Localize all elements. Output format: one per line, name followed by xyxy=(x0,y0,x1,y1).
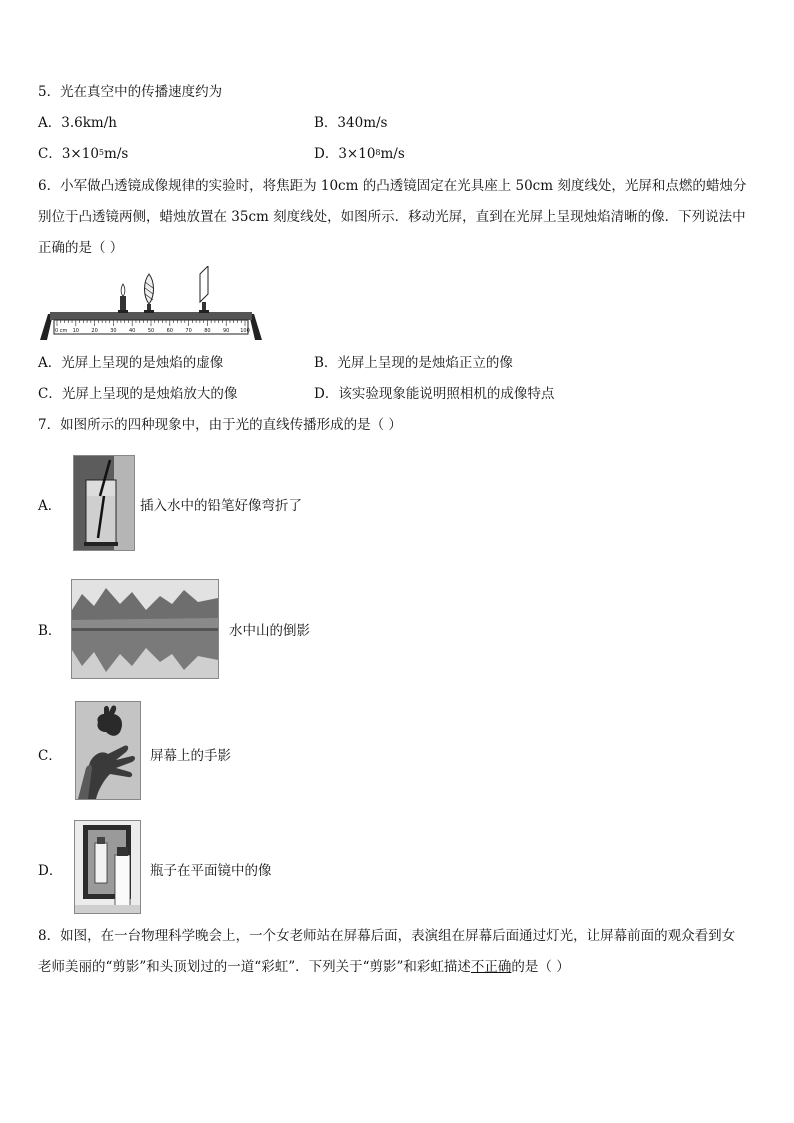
q5-option-b[interactable]: B．340m/s xyxy=(314,115,388,131)
candle xyxy=(118,284,128,313)
candle-flame-icon xyxy=(121,284,125,296)
q5-option-a[interactable]: A．3.6km/h xyxy=(38,115,117,131)
ruler-tick-label: 60 xyxy=(166,328,173,334)
ruler-tick-label: 80 xyxy=(204,328,211,334)
q6-option-c[interactable]: C．光屏上呈现的是烛焰放大的像 xyxy=(38,386,238,402)
ruler-tick-label: 50 xyxy=(147,328,155,334)
q5-stem: 5．光在真空中的传播速度约为 xyxy=(38,84,223,100)
q6-stem-line3: 正确的是（ ） xyxy=(38,240,124,256)
q7-option-a-letter[interactable]: A． xyxy=(38,498,62,514)
ruler-tick-label: 90 xyxy=(223,328,230,334)
q7-stem: 7．如图所示的四种现象中，由于光的直线传播形成的是（ ） xyxy=(38,417,402,433)
convex-lens xyxy=(144,274,154,313)
q7-option-d-caption: 瓶子在平面镜中的像 xyxy=(150,863,272,879)
ruler-tick-label: 10 xyxy=(72,328,79,334)
bench-rail xyxy=(50,312,252,320)
q6-stem-line1: 6．小军做凸透镜成像规律的实验时，将焦距为 10cm 的凸透镜固定在光具座上 50cm 刻度线处，光屏和点燃的蜡烛分 xyxy=(38,178,747,194)
ruler-tick-label: 100 xyxy=(240,328,250,334)
mountain-reflection-photo xyxy=(71,579,219,679)
ruler-tick-label: 0 cm xyxy=(55,328,68,334)
ruler-tick-label: 30 xyxy=(110,328,117,334)
q6-option-d[interactable]: D．该实验现象能说明照相机的成像特点 xyxy=(314,386,555,402)
ruler-tick-label: 20 xyxy=(91,328,98,334)
q7-option-d-letter[interactable]: D． xyxy=(38,863,63,879)
optical-bench-figure xyxy=(40,266,262,342)
ruler-tick-label: 70 xyxy=(185,328,192,334)
q8-stem-line2: 老师美丽的“剪影”和头顶划过的一道“彩虹”．下列关于“剪影”和彩虹描述不正确的是（ ） xyxy=(38,959,570,975)
q6-option-a[interactable]: A．光屏上呈现的是烛焰的虚像 xyxy=(38,355,224,371)
q7-option-c-caption: 屏幕上的手影 xyxy=(150,748,231,764)
ruler-tick-label: 40 xyxy=(129,328,136,334)
q7-option-a-caption: 插入水中的铅笔好像弯折了 xyxy=(140,498,302,514)
q6-stem-line2: 别位于凸透镜两侧，蜡烛放置在 35cm 刻度线处，如图所示．移动光屏，直到在光屏上呈现烛焰清晰的像．下列说法中 xyxy=(38,209,746,225)
q7-option-b-caption: 水中山的倒影 xyxy=(229,623,310,639)
q8-emphasis-not-correct: 不正确 xyxy=(470,959,512,975)
q7-option-b-letter[interactable]: B． xyxy=(38,623,62,639)
q6-option-b[interactable]: B．光屏上呈现的是烛焰正立的像 xyxy=(314,355,513,371)
bottle-mirror-photo xyxy=(74,820,141,914)
q7-option-c-letter[interactable]: C． xyxy=(38,748,62,764)
pencil-in-water-photo xyxy=(73,455,135,551)
light-screen xyxy=(199,266,209,313)
q5-option-d[interactable]: D．$3\times 10^8m/s$ xyxy=(314,146,405,162)
q8-stem-line1: 8．如图，在一台物理科学晚会上，一个女老师站在屏幕后面，表演组在屏幕后面通过灯光，让屏幕前面的观众看到女 xyxy=(38,928,736,944)
hand-shadow-photo xyxy=(75,701,141,800)
q5-option-c[interactable]: C．$3\times 10^5m/s$ xyxy=(38,146,129,162)
